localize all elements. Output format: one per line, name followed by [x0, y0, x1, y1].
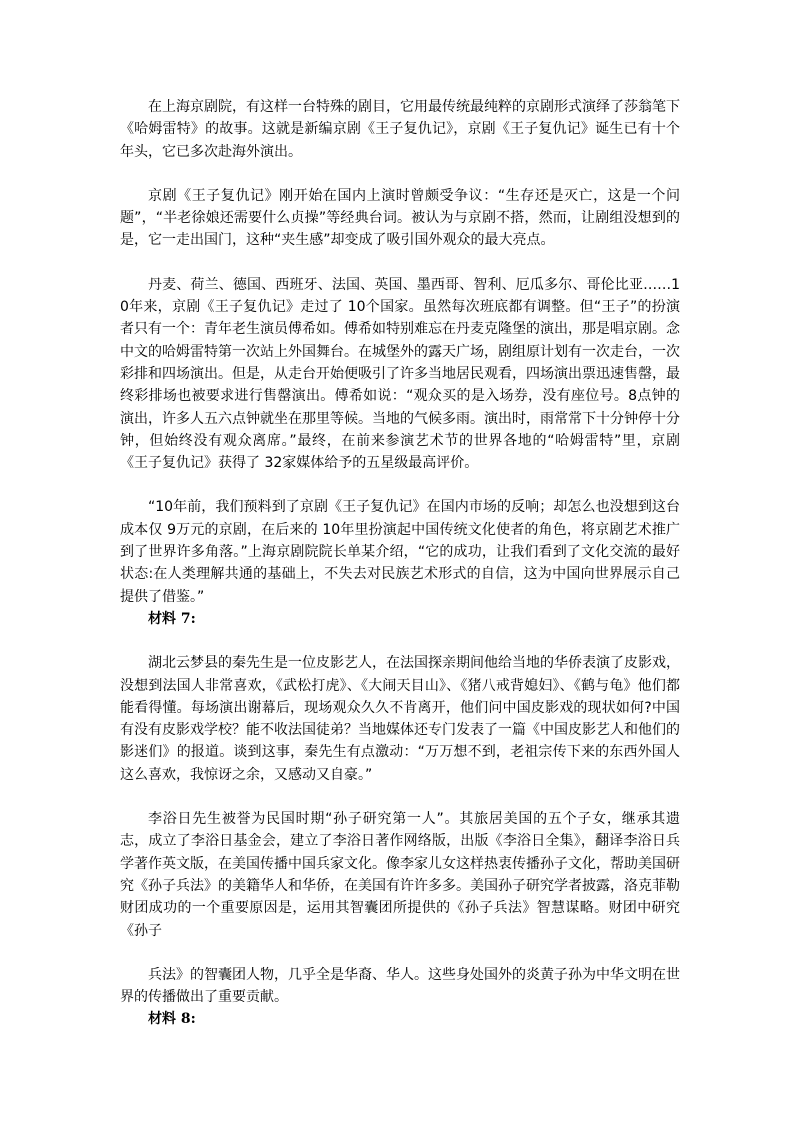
paragraph-overseas-tour: 丹麦、荷兰、德国、西班牙、法国、英国、墨西哥、智利、厄瓜多尔、哥伦比亚……10年来，京剧《王子复仇记》走过了 10个国家。虽然每次班底都有调整。但“王子”的扮演者只有一个：青年老生演员傅希如。傅希如特别难忘在丹麦克隆堡的演出，那是唱京剧。念中文的哈姆雷特第一次站上外国舞台。在城堡外的露天广场，剧组原计划有一次走台，一次彩排和四场演出。但是，从走台开始便吸引了许多当地居民观看，四场演出票迅速售罄，最终彩排场也被要求进行售罄演出。傅希如说：“观众买的是入场券，没有座位号。8点钟的演出，许多人五六点钟就坐在那里等候。当地的气候多雨。演出时，雨常常下十分钟停十分钟，但始终没有观众离席。”最终，在前来参演艺术节的世界各地的“哈姆雷特”里，京剧《王子复仇记》获得了 32家媒体给予的五星级最高评价。: [120, 276, 680, 472]
paragraph-controversy: 京剧《王子复仇记》刚开始在国内上演时曾颇受争议：“生存还是灭亡，这是一个问题”，“半老徐娘还需要什么贞操”等经典台词。被认为与京剧不搭，然而，让剧组没想到的是，它一走出国门，这种“夹生感”却变成了吸引国外观众的最大亮点。: [120, 187, 680, 249]
material-8-heading: 材料 8:: [148, 1011, 196, 1028]
paragraph-shanghai-opera: 在上海京剧院，有这样一台特殊的剧目，它用最传统最纯粹的京剧形式演绎了莎翁笔下《哈姆雷特》的故事。这就是新编京剧《王子复仇记》，京剧《王子复仇记》诞生已有十个年头，它已多次赴海外演出。: [120, 99, 680, 160]
paragraph-sunzi-research: 李浴日先生被誉为民国时期“孙子研究第一人”。其旅居美国的五个子女，继承其遗志，成立了李浴日基金会，建立了李浴日著作网络版，出版《李浴日全集》，翻译李浴日兵学著作英文版，在美国传播中国兵家文化。像李家儿女这样热衷传播孙子文化，帮助美国研究《孙子兵法》的美籍华人和华侨，在美国有许许多多。美国孙子研究学者披露，洛克菲勒财团成功的一个重要原因是，运用其智囊团所提供的《孙子兵法》智慧谋略。财团中研究《孙子: [120, 811, 680, 939]
paragraph-shadow-puppetry: 湖北云梦县的秦先生是一位皮影艺人，在法国探亲期间他给当地的华侨表演了皮影戏，没想到法国人非常喜欢，《武松打虎》、《大闹天目山》、《猪八戒背媳妇》、《鹤与龟》他们都能看得懂。每场演出谢幕后，现场观众久久不肯离开，他们问中国皮影戏的现状如何?中国有没有皮影戏学校？能不收法国徒弟？当地媒体还专门发表了一篇《中国皮影艺人和他们的影迷们》的报道。谈到这事，秦先生有点激动：“万万想不到，老祖宗传下来的东西外国人这么喜欢，我惊讶之余，又感动又自豪。”: [120, 655, 680, 783]
paragraph-sunzi-continued: 兵法》的智囊团人物，几乎全是华裔、华人。这些身处国外的炎黄子孙为中华文明在世界的传播做出了重要贡献。: [120, 966, 680, 1006]
material-7-heading: 材料 7:: [148, 610, 196, 627]
paragraph-director-quote: “10年前，我们预料到了京剧《王子复仇记》在国内市场的反响；却怎么也没想到这台成本仅 9万元的京剧，在后来的 10年里扮演起中国传统文化使者的角色，将京剧艺术推广到了世界许多角落。”上海京剧院院长单某介绍，“它的成功，让我们看到了文化交流的最好状态:在人类理解共通的基础上，不失去对民族艺术形式的自信，这为中国向世界展示自己提供了借鉴。”: [120, 499, 680, 605]
document-page: [120, 96, 680, 1031]
